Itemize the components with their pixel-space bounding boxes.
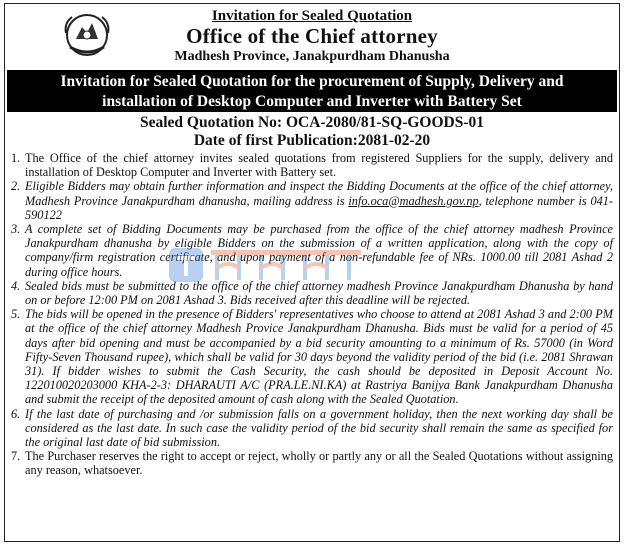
item-number: 5. — [11, 307, 21, 322]
office-name: Office of the Chief attorney — [186, 24, 438, 48]
publication-date: Date of first Publication:2081-02-20 — [193, 132, 431, 149]
item-text: A complete set of Bidding Documents may be purchased from the office of the chief attorney madhesh Province Janakpurdham dhanusha by eligible Bidders on the submission of a written application, along with the copy of company/firm registration certificate, and upon payment of a non-refundable fee of NRs. 1000.00 till 2081 Ashad 2 during office hours. — [25, 222, 613, 279]
quotation-number: Sealed Quotation No: OCA-2080/81-SQ-GOODS-01 — [139, 114, 485, 131]
item-text: If the last date of purchasing and /or submission falls on a government holiday, then the next working day shall be considered as the last date. In such case the validity period of the bid security shall remain the same as specified for the original last date of bid submission. — [25, 406, 613, 450]
item-number: 3. — [11, 222, 21, 237]
quotation-info — [5, 114, 619, 150]
email-link[interactable]: info.oca@madhesh.gov.np — [348, 193, 479, 208]
list-item — [11, 449, 613, 477]
item-text — [25, 179, 613, 222]
title-banner — [7, 70, 617, 112]
item-number: 7. — [11, 449, 21, 464]
item-number: 4. — [11, 278, 21, 293]
invitation-title: Invitation for Sealed Quotation — [211, 8, 413, 24]
item-text-part: , telephone number is 041-590122 — [25, 193, 613, 222]
item-text-part: Eligible Bidders may obtain further information and inspect the Bidding Documents at the office of the chief attorney, Madhesh Province Janakpurdham dhanusha, mailing address is — [25, 179, 613, 208]
item-number: 6. — [11, 406, 21, 421]
banner-line-2: installation of Desktop Computer and Inverter with Battery Set — [102, 93, 522, 110]
list-item — [11, 307, 613, 406]
list-item — [11, 179, 613, 222]
list-item — [11, 222, 613, 279]
item-text: The Office of the chief attorney invites sealed quotations from registered Suppliers for the supply, delivery and installation of Desktop Computer and Inverter with Battery set. — [25, 151, 613, 180]
list-item — [11, 407, 613, 450]
item-number: 1. — [11, 151, 21, 165]
notice-header — [5, 8, 619, 65]
item-number: 2. — [11, 179, 21, 194]
item-text: Sealed bids must be submitted to the office of the chief attorney madhesh Province Janakpurdham Dhanusha by hand on or before 12:00 PM on 2081 Ashad 3. Bids received after this deadline will be rejected. — [25, 278, 613, 308]
banner-line-1: Invitation for Sealed Quotation for the procurement of Supply, Delivery and — [60, 73, 564, 90]
list-item — [11, 279, 613, 307]
item-text: The Purchaser reserves the right to accept or reject, wholly or partly any or all the Sealed Quotations without assigning any reason, whatsoever. — [25, 449, 613, 478]
province-address: Madhesh Province, Janakpurdham Dhanusha — [174, 49, 450, 64]
list-item — [11, 151, 613, 179]
item-text: The bids will be opened in the presence of Bidders' representatives who choose to attend at 2081 Ashad 3 and 2:00 PM at the office of the chief attorney Madhesh Provice Janakpurdham Dhanusha. Bids must be valid for a period of 45 days after bid opening and must be accompanied by a bid security amounting to a minimum of Rs. 57000 (in Word Fifty-Seven Thousand rupee), which shall be valid for 30 days beyond the validity period of the bid (i.e. 2081 Shrawan 31). If bidder wishes to submit the Cash Security, the cash should be deposited in Deposit Account No. 122010020203000 KHA-2-3: DHARAUTI A/C (PRA.LE.NI.KA) at Rastriya Banijya Bank Janakpurdham Dhanusha and submit the receipt of the deposited amount of cash along with the Sealed Quotation. — [25, 307, 613, 407]
notice-items — [11, 151, 613, 478]
notice-page — [4, 3, 620, 542]
